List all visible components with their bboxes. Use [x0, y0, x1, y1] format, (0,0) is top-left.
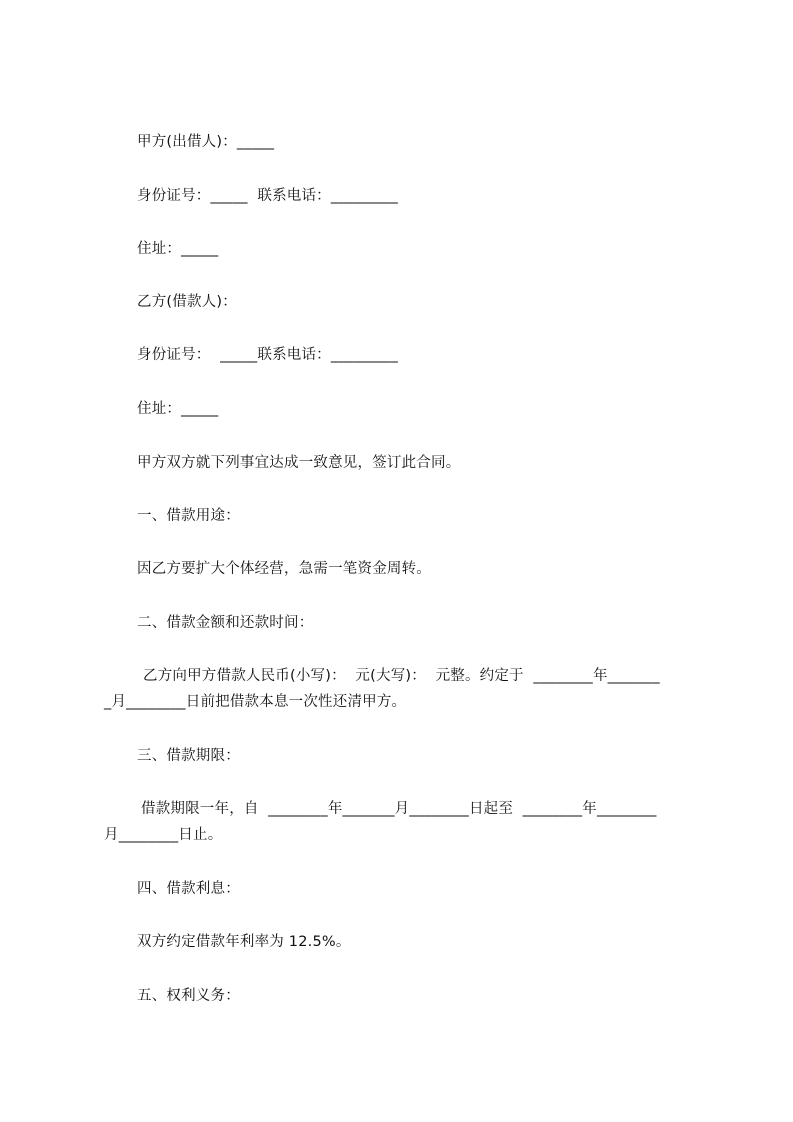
section-2-title: 二、借款金额和还款时间： [137, 615, 314, 631]
section-3-title: 三、借款期限： [137, 748, 240, 764]
agreement-intro: 甲方双方就下列事宜达成一致意见，签订此合同。 [137, 455, 461, 471]
party-a-address-line: 住址：_____ [137, 241, 219, 257]
section-5-title: 五、权利义务： [137, 988, 240, 1004]
section-2-body-line-2: _月________日前把借款本息一次性还清甲方。 [104, 694, 407, 710]
party-a-line: 甲方(出借人)：_____ [137, 134, 275, 150]
section-4-title: 四、借款利息： [137, 881, 240, 897]
party-a-id-phone-line: 身份证号：_____ 联系电话：_________ [137, 188, 398, 204]
section-3-body-line-1: 借款期限一年，自 ________年_______月________日起至 ________年________ [141, 801, 657, 817]
section-1-title: 一、借款用途： [137, 508, 240, 524]
party-b-line: 乙方(借款人)： [137, 294, 237, 310]
section-1-body: 因乙方要扩大个体经营，急需一笔资金周转。 [137, 561, 431, 577]
section-2-body-line-1: 乙方向甲方借款人民币(小写)： 元(大写)： 元整。约定于 ________年_______ [143, 668, 660, 684]
party-b-address-line: 住址：_____ [137, 401, 219, 417]
party-b-id-phone-line: 身份证号： _____联系电话：_________ [137, 347, 398, 363]
section-4-body: 双方约定借款年利率为 12.5%。 [137, 934, 351, 950]
section-3-body-line-2: 月________日止。 [104, 827, 223, 843]
